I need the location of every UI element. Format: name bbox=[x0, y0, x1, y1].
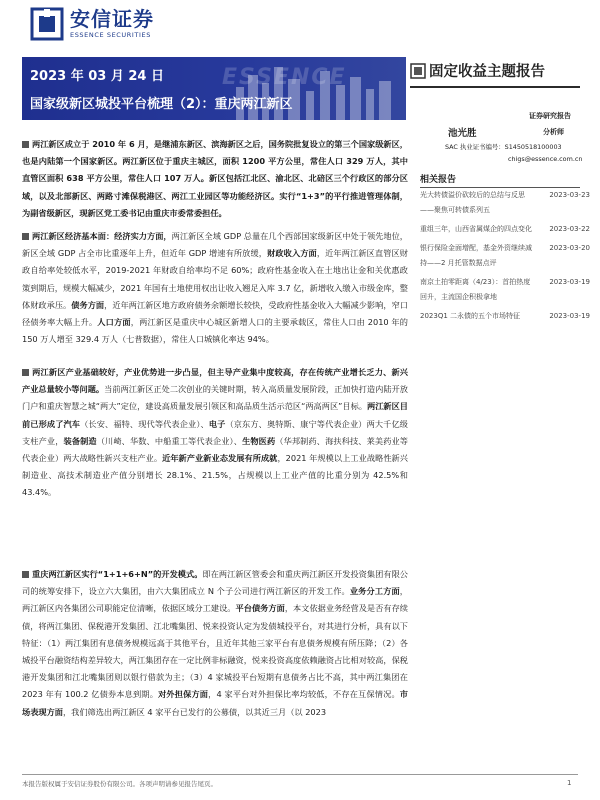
industry-electronics-label: 电子 bbox=[208, 418, 226, 429]
economy-debt-label: 债务方面 bbox=[71, 299, 105, 310]
analyst-email[interactable]: chigs@essence.com.cn bbox=[508, 155, 583, 163]
industry-lead: 两江新区产业基础较好，产业优势进一步凸显，但主导产业集中度较高，存在传统产业增长乏力、新兴产业总量较小等问题。 bbox=[22, 367, 408, 395]
model-lead: 重庆两江新区实行“1+1+6+N”的开发模式。 bbox=[32, 569, 203, 579]
model-text: 即在两江新区管委会和重庆两江新区开发投资集团有限公司的统筹安排下，设立六大集团，由六大集团成立 N 个子公司进行两江新区的开发工作。 bbox=[22, 569, 408, 597]
related-report-item[interactable] bbox=[420, 241, 590, 271]
related-report-title: 2023Q1 二永债的五个市场特征 bbox=[420, 312, 521, 320]
economy-population-label: 人口方面 bbox=[97, 317, 131, 328]
analyst-cert: SAC 执业证书编号：S1450518100003 bbox=[445, 143, 562, 151]
model-market-label: 市场表现方面 bbox=[22, 689, 408, 717]
related-reports-header: 相关报告 bbox=[420, 172, 580, 188]
logo-cn-text: 安信证券 bbox=[70, 7, 154, 32]
related-report-date: 2023-03-22 bbox=[549, 225, 590, 233]
analyst-role: 分析师 bbox=[543, 128, 564, 136]
report-title: 国家级新区城投平台梳理（2）：重庆两江新区 bbox=[30, 97, 293, 112]
report-type bbox=[410, 60, 545, 81]
economy-text: ，近年两江新区地方政府债务余额增长较快，受政府性基金收入大幅减少影响，窄口径债务率大幅上升。 bbox=[22, 299, 408, 328]
economy-lead: 两江新区经济基本面：经济实力方面， bbox=[32, 231, 172, 241]
paragraph-industry bbox=[22, 364, 408, 502]
banner-watermark: ESSENCE bbox=[222, 65, 347, 90]
paragraph-economy bbox=[22, 228, 408, 348]
related-report-date: 2023-03-20 bbox=[549, 244, 590, 252]
report-type-icon bbox=[410, 63, 426, 79]
related-report-item[interactable] bbox=[420, 222, 590, 237]
title-banner bbox=[22, 57, 406, 120]
related-report-date: 2023-03-19 bbox=[549, 278, 590, 286]
report-type-label: 固定收益主题报告 bbox=[429, 64, 545, 80]
related-report-date: 2023-03-23 bbox=[549, 191, 590, 199]
model-debt-label: 平台债务方面 bbox=[235, 603, 285, 614]
footer-divider bbox=[22, 774, 578, 775]
logo-en-text: ESSENCE SECURITIES bbox=[70, 31, 151, 40]
related-report-title: 南京土拍零距离（4/23）：首拍热度回升，主流国企积极拿地 bbox=[420, 278, 531, 301]
paragraph-development-model bbox=[22, 566, 408, 721]
industry-equipment-label: 装备制造 bbox=[63, 435, 97, 446]
essence-logo-icon bbox=[30, 7, 64, 41]
model-text: ，4 家平台对外担保比率均较低，不存在互保情况。 bbox=[208, 689, 400, 700]
industry-text: （华邦制药、海扶科技、莱美药业等代表企业）两大战略性新兴支柱产业。 bbox=[22, 435, 408, 464]
paragraph-overview bbox=[22, 136, 408, 222]
industry-new-label: 近年新产业新业态发展有所成就 bbox=[162, 453, 278, 464]
model-text: ，两江新区内各集团公司职能定位清晰，依据区域分工建设。 bbox=[22, 586, 408, 614]
industry-text: （川崎、华数、中船重工等代表企业）、 bbox=[96, 435, 243, 446]
industry-text: ，2021 年规模以上工业战略性新兴制造业、高技术制造业产值分别增长 28.1%、21.5%，占规模以上工业产值的比重分别为 42.5%和 43.4%。 bbox=[22, 453, 408, 498]
industry-text: （长安、福特、现代等代表企业）、 bbox=[80, 418, 209, 429]
related-report-item[interactable] bbox=[420, 188, 590, 218]
economy-text: 两江新区全域 GDP 总量在几个西部国家级新区中处于领先地位，新区全域 GDP 占全市比重逐年上升，但近年 GDP 增速有所放缓， bbox=[22, 231, 408, 259]
related-report-date: 2023-03-19 bbox=[549, 312, 590, 320]
analyst-name: 池光胜 bbox=[448, 128, 477, 139]
economy-text: ，近年两江新区直管区财政自给率处较低水平，2019-2021 年财政自给率均不足 60%；政府性基金收入在土地出让金和关优惠政策到期后，规模大幅减少，2021 年国有土地使用权出让收入翘足入库 3.7 亿，新增收入缴入市级金库，整体财政承压。 bbox=[22, 248, 408, 310]
industry-auto-label: 两江新区目前已形成了汽车 bbox=[22, 401, 408, 429]
model-text: ，本文依据业务经营及是否有存续债，将两江集团、保税港开发集团、江北嘴集团、悦来投资认定为发债城投平台，对其进行分析，具有以下特征：（1）两江集团有息债务规模远高于其他平台，且近年其他三家平台有息债务规模有所压降；（2）各城投平台融资结构差异较大，两江集团存在一定比例非标融资，悦来投资高度依赖融资占比相对较高，保税港开发集团和江北嘴集团则以银行借款为主；（3）4 家城投平台短期有息债务占比不高，其中两江集团在 2023 年有 100.2 亿债券本息到期。 bbox=[22, 603, 408, 700]
overview-text: 两江新区成立于 2010 年 6 月，是继浦东新区、滨海新区之后，国务院批复设立的第三个国家级新区，也是内陆第一个国家新区。两江新区位于重庆主城区，面积 1200 平方公里，常住人口 329 万人，其中直管区面积 638 平方公里，常住人口 107 万人。新区包括江北区、渝北区、北碚区三个行政区的部分区域，以及北部新区、两路寸滩保税港区、两江工业园区等功能经济区。实行“1+3”的平行推进管理体制，为副省级新区，现新区党工委书记由重庆市委常委担任。 bbox=[22, 139, 408, 218]
model-text: ，我们筛选出两江新区 4 家平台已发行的公募债，以其近三月（以 2023 bbox=[62, 706, 327, 717]
related-report-item[interactable] bbox=[420, 275, 590, 305]
model-guarantee-label: 对外担保方面 bbox=[158, 689, 209, 700]
bullet-square-icon bbox=[22, 233, 29, 240]
bullet-square-icon bbox=[22, 141, 29, 148]
industry-biomed-label: 生物医药 bbox=[242, 435, 276, 446]
page-number: 1 bbox=[567, 779, 572, 787]
industry-text: 当前两江新区正处二次创业的关键时期，转入高质量发展阶段，正加快打造内陆开放门户和重庆智慧之城“两大”定位，建设高质量发展引领区和高品质生活示范区“两高两区”目标。 bbox=[22, 384, 408, 412]
footer-disclaimer: 本报告版权属于安信证券股份有限公司。各项声明请参见报告尾页。 bbox=[22, 780, 217, 788]
industry-text: （京东方、奥特斯、康宁等代表企业）两大千亿级支柱产业， bbox=[22, 418, 408, 446]
economy-fiscal-label: 财政收入方面 bbox=[267, 248, 317, 259]
related-reports-list bbox=[420, 188, 590, 328]
section-label: 证券研究报告 bbox=[529, 112, 571, 120]
related-report-title: 重组三年，山西省属煤企的四点变化 bbox=[420, 225, 532, 233]
model-division-label: 业务分工方面 bbox=[349, 586, 400, 597]
report-date: 2023 年 03 月 24 日 bbox=[30, 69, 164, 84]
related-report-title: 银行保险金面增配，基金外资继续减持——2 月托管数据点评 bbox=[420, 244, 532, 267]
economy-text: ，两江新区是重庆中心城区新增人口的主要承载区，常住人口由 2010 年的 150 万人增至 329.4 万人（七普数据），常住人口城镇化率达 94%。 bbox=[22, 317, 408, 345]
company-logo bbox=[30, 7, 154, 41]
bullet-square-icon bbox=[22, 369, 29, 376]
related-report-item[interactable] bbox=[420, 309, 590, 324]
header-divider bbox=[410, 86, 580, 88]
bullet-square-icon bbox=[22, 571, 29, 578]
related-report-title: 光大转债溢价砍较后的总结与反思——聚焦可转债系列五 bbox=[420, 191, 525, 214]
